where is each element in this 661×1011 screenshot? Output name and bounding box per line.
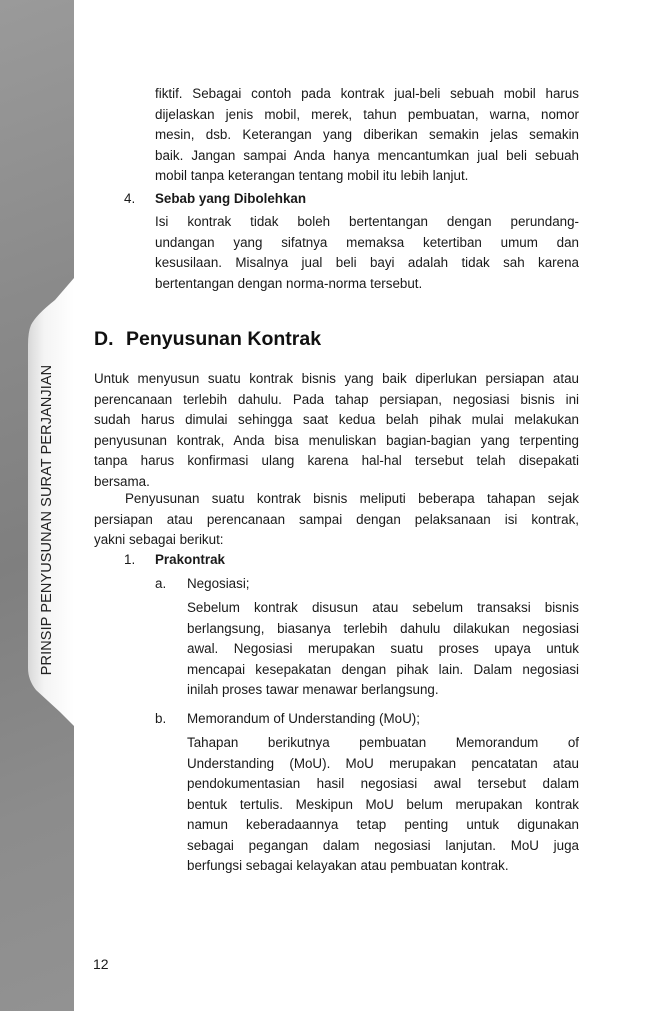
section-letter: D.	[94, 328, 114, 350]
text-line: dijelaskan jenis mobil, merek, tahun pembuatan, warna, nomor	[155, 106, 579, 122]
sub-letter-b: b.	[155, 711, 167, 726]
text-line: bentuk tertulis. Meskipun MoU belum merupakan kontrak	[187, 796, 579, 812]
text-line: sebagai pegangan dalam negosiasi lanjutan. MoU juga	[187, 837, 579, 853]
sub-a-title: Negosiasi;	[187, 576, 250, 591]
list-number-4: 4.	[124, 191, 136, 206]
page-number: 12	[93, 956, 109, 972]
text-line: Sebelum kontrak disusun atau sebelum transaksi bisnis	[187, 600, 579, 615]
text-line: tanpa harus konfirmasi ulang karena hal-hal tersebut telah disepakati	[94, 453, 579, 468]
section-heading	[94, 328, 321, 351]
text-line: yakni sebagai berikut:	[94, 532, 224, 547]
item-4-paragraph	[155, 212, 579, 294]
text-line: penyusunan kontrak, Anda bisa menuliskan bagian-bagian yang terpenting	[94, 432, 579, 448]
text-line: Untuk menyusun suatu kontrak bisnis yang baik diperlukan persiapan atau	[94, 371, 579, 386]
running-title: PRINSIP PENYUSUNAN SURAT PERJANJIAN	[39, 364, 55, 676]
text-line: Isi kontrak tidak boleh bertentangan dengan perundang-	[155, 214, 579, 229]
text-line: bersama.	[94, 473, 150, 489]
paragraph-2	[94, 489, 579, 551]
sub-a-paragraph	[187, 598, 579, 701]
text-line: awal. Negosiasi merupakan suatu proses upaya untuk	[187, 641, 579, 656]
text-line: mobil tanpa keterangan tentang mobil itu lebih lanjut.	[155, 168, 469, 183]
text-line: pendokumentasian hasil negosiasi awal tersebut dalam	[187, 776, 579, 791]
section-title: Penyusunan Kontrak	[126, 328, 322, 350]
list-number-1: 1.	[124, 552, 136, 567]
text-line: undangan yang sifatnya memaksa ketertiban umum dan	[155, 234, 579, 250]
sub-letter-a: a.	[155, 576, 167, 591]
text-line: Tahapan berikutnya pembuatan Memorandum of	[187, 735, 579, 750]
text-line: baik. Jangan sampai Anda hanya mencantumkan jual beli sebuah	[155, 147, 579, 163]
text-line: kesusilaan. Misalnya jual beli bayi adalah tidak sah karena	[155, 255, 579, 270]
sub-b-paragraph	[187, 733, 579, 877]
text-line: bertentangan dengan norma-norma tersebut.	[155, 275, 423, 291]
text-line: perencanaan terlebih dahulu. Pada tahap persiapan, negosiasi bisnis ini	[94, 391, 579, 407]
text-line: berlangsung, biasanya terlebih dahulu dilakukan negosiasi	[187, 620, 579, 636]
text-line: sudah harus dimulai sehingga saat kedua belah pihak mulai melakukan	[94, 412, 579, 427]
item-4-title: Sebab yang Dibolehkan	[155, 191, 307, 206]
list-1-title: Prakontrak	[155, 552, 225, 567]
text-line: mesin, dsb. Keterangan yang diberikan semakin jelas semakin	[155, 127, 579, 142]
sub-b-title: Memorandum of Understanding (MoU);	[187, 711, 420, 726]
text-line: fiktif. Sebagai contoh pada kontrak jual-beli sebuah mobil harus	[155, 86, 579, 101]
text-line: Understanding (MoU). MoU merupakan pencatatan atau	[187, 755, 579, 771]
text-line: namun keberadaannya tetap penting untuk digunakan	[187, 817, 579, 832]
continuation-paragraph	[155, 84, 579, 187]
text-line: inilah proses tawar menawar berlangsung.	[187, 682, 439, 697]
text-line: Penyusunan suatu kontrak bisnis meliputi beberapa tahapan sejak	[125, 491, 579, 506]
text-line: persiapan atau perencanaan sampai dengan pelaksanaan isi kontrak,	[94, 511, 579, 527]
text-line: mencapai kesepakatan dengan pihak lain. Dalam negosiasi	[187, 661, 579, 677]
paragraph-1	[94, 369, 579, 492]
text-line: berfungsi sebagai kelayakan atau pembuatan kontrak.	[187, 858, 509, 873]
